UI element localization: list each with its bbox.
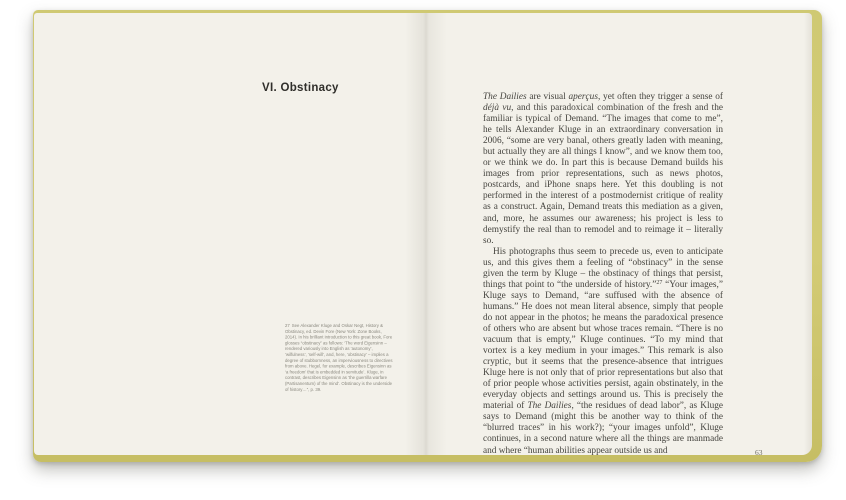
page-number: 63 (755, 448, 763, 455)
chapter-heading: VI. Obstinacy (262, 82, 339, 94)
book-pages (34, 13, 812, 455)
footnote-text: See Alexander Kluge and Oskar Negt, History & Obstinacy, ed. Devin Fore (New York: Zone Books, 2014). In his brilliant introduction to this great book, Fore glosses “obstinacy” as follows: ‘The word Eigensinn – rendered variously into English as ‘autonomy’, ‘wilfulness’, ‘self-will’, and, here, ‘obstinacy’ – implies a degree of stubbornness, an imperviousness to directives from above. Hegel, for example, describes Eigensinn as ‘a freedom’ that is embedded in servitude’. Kluge, in contrast, describes Eigensinn as ‘the guerrilla warfare (Partisanentum) of the mind’. Obstinacy is the underside of history…”, p. 39. (285, 323, 393, 392)
book-gutter (405, 13, 447, 455)
essay-paragraph-1: The Dailies are visual aperçus, yet often they trigger a sense of déjà vu, and this paradoxical combination of the fresh and the familiar is typical of Demand. “The images that come to me”, he tells Alexander Kluge in an extraordinary conversation in 2006, “some are very banal, others greatly laden with meaning, but actually they are all things I know”, and we know them too, or we think we do. In part this is because Demand builds his images from prior representations, such as news photos, postcards, and iPhone snaps here. Yet this doubling is not performed in the interest of a postmodernist critique of reality as a construct. Again, Demand treats this mediation as a given, and, more, he assumes our awareness; his project is less to demystify the real than to remodel and to reimage it – literally so. (483, 92, 723, 246)
page-edge-shadow (804, 13, 812, 455)
book (33, 10, 822, 462)
footnote-block (285, 323, 394, 393)
essay-text (483, 92, 723, 455)
footnote-marker: 27 (285, 323, 290, 328)
essay-paragraph-2: His photographs thus seem to precede us, even to anticipate us, and this gives them a feeling of “obstinacy” in the sense given the term by Kluge – the obstinacy of things that persist, things that point to “the underside of history.”$^{27}$ “Your images,” Kluge says to Demand, “are suffused with the absence of humans.” He does not mean literal absence, simply that people do not appear in the photos; he means the paradoxical presence of others who are absent but whose traces remain. “There is no vacuum that is empty,” Kluge continues. “To my mind that vortex is a key medium in your images.” This remark is also cryptic, but it seems that the presence-absence that intrigues Kluge here is not only that of prior representations but also that of prior people whose activities persist, again obstinately, in the everyday objects and settings around us. This is precisely the material of The Dailies, “the residues of dead labor”, as Kluge says to Demand (might this be another way to think of the “blurred traces” in his work?); “your images unfold”, Kluge continues, in a second nature where all the things are manmade and where “human abilities appear outside us and (483, 246, 723, 455)
